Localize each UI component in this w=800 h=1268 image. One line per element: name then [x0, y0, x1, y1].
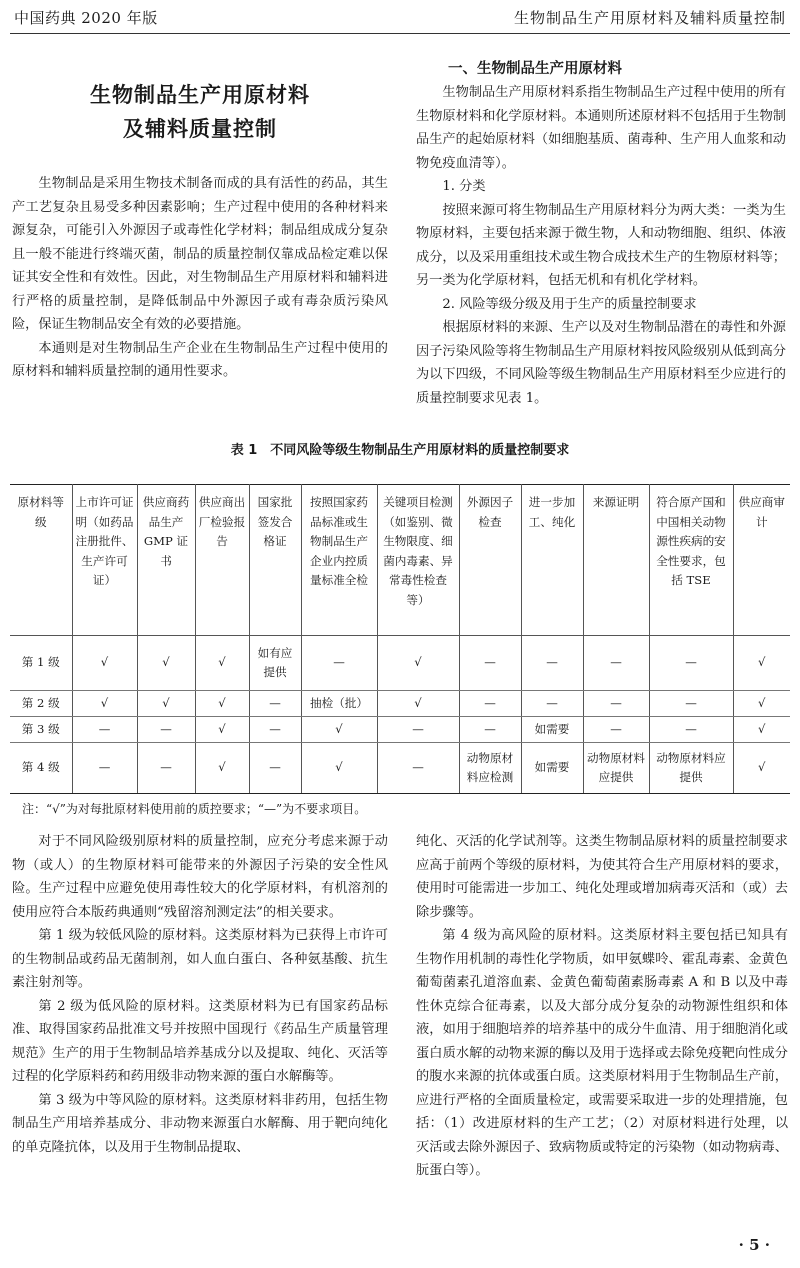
table-row [10, 743, 790, 794]
section-paragraph: 按照来源可将生物制品生产用原材料分为两大类：一类为生物原材料，主要包括来源于微生物，人和动物细胞、组织、体液成分，以及采用重组技术或生物合成技术生产的生物原材料等；另一类为化学原材料，包括无机和有机化学材料。 [416, 202, 786, 288]
body-right-column [416, 830, 788, 1183]
table-cell: 动物原材料应提供 [583, 743, 649, 794]
subsection-heading: 2. 风险等级分级及用于生产的质量控制要求 [442, 296, 697, 312]
table-cell: 第 2 级 [10, 691, 72, 717]
table-caption: 表 1 不同风险等级生物制品生产用原材料的质量控制要求 [230, 443, 570, 458]
table-cell: 动物原材料应检测 [459, 743, 521, 794]
table-cell: — [521, 636, 583, 691]
section-paragraph: 根据原材料的来源、生产以及对生物制品潜在的毒性和外源因子污染风险等将生物制品生产用原材料按风险级别从低到高分为以下四级，不同风险等级生物制品生产用原材料至少应进行的质量控制要求见表 1。 [416, 320, 786, 406]
table-cell: 如需要 [521, 717, 583, 743]
body-left-column [12, 830, 388, 1159]
table-cell: √ [733, 743, 790, 794]
table-cell: — [137, 717, 195, 743]
table-cell: √ [195, 636, 249, 691]
subsection-heading: 1. 分类 [442, 179, 486, 194]
table-cell: √ [377, 636, 459, 691]
table-cell: — [583, 691, 649, 717]
table-header-cell: 供应商药品生产 GMP 证书 [137, 485, 195, 636]
table-header-cell: 关键项目检测（如鉴别、微生物限度、细菌内毒素、异常毒性检查等） [377, 485, 459, 636]
table-row [10, 636, 790, 691]
table-cell: 如有应提供 [249, 636, 301, 691]
table-header-cell: 符合原产国和中国相关动物源性疾病的安全性要求，包括 TSE [649, 485, 733, 636]
table-cell: — [459, 636, 521, 691]
body-paragraph: 第 2 级为低风险的原材料。这类原材料为已有国家药品标准、取得国家药品批准文号并按照中国现行《药品生产质量管理规范》生产的用于生物制品培养基成分以及提取、纯化、灭活等过程的化学原料药和药用级非动物来源的蛋白水解酶等。 [12, 998, 388, 1084]
table-cell: 第 3 级 [10, 717, 72, 743]
table-cell: — [521, 691, 583, 717]
table-cell: — [72, 743, 137, 794]
table-row [10, 691, 790, 717]
table-cell: — [459, 691, 521, 717]
table-header-cell: 原材料等级 [10, 485, 72, 636]
table-header-cell: 外源因子检查 [459, 485, 521, 636]
table-cell: √ [137, 691, 195, 717]
body-paragraph: 纯化、灭活的化学试剂等。这类生物制品原材料的质量控制要求应高于前两个等级的原材料，为使其符合生产用原材料的要求，使用时可能需进一步加工、纯化处理或增加病毒灭活和（或）去除步骤等。 [416, 834, 788, 920]
table-cell: — [649, 636, 733, 691]
header-chapter-title: 生物制品生产用原材料及辅料质量控制 [513, 9, 786, 27]
table-cell: √ [733, 717, 790, 743]
table-cell: 如需要 [521, 743, 583, 794]
table-cell: √ [72, 636, 137, 691]
table-cell: √ [195, 743, 249, 794]
table-cell: — [583, 636, 649, 691]
article-title [0, 78, 400, 146]
body-paragraph: 第 3 级为中等风险的原材料。这类原材料非药用，包括生物制品生产用培养基成分、非动物来源蛋白水解酶、用于靶向纯化的单克隆抗体，以及用于生物制品提取、 [12, 1092, 388, 1155]
intro-column [12, 172, 388, 384]
table-header-row [10, 485, 790, 636]
table-cell: — [137, 743, 195, 794]
table-cell: — [249, 691, 301, 717]
table-header-cell: 上市许可证明（如药品注册批件、生产许可证） [72, 485, 137, 636]
table-cell: √ [301, 743, 377, 794]
table-row [10, 717, 790, 743]
table-cell: √ [195, 691, 249, 717]
section-paragraph: 生物制品生产用原材料系指生物制品生产过程中使用的所有生物原材料和化学原材料。本通则所述原材料不包括用于生物制品生产的起始原材料（如细胞基质、菌毒种、生产用人血浆和动物免疫血清等）。 [416, 85, 786, 171]
page-number: · 5 · [738, 1236, 770, 1254]
table-cell: — [649, 691, 733, 717]
table-header-cell: 供应商审计 [733, 485, 790, 636]
table-header-cell: 国家批签发合格证 [249, 485, 301, 636]
table-cell: — [249, 717, 301, 743]
body-paragraph: 对于不同风险级别原材料的质量控制，应充分考虑来源于动物（或人）的生物原材料可能带来的外源因子污染的安全性风险。生产过程中应避免使用毒性较大的化学原材料，有机溶剂的使用应符合本版药典通则“残留溶剂测定法”的相关要求。 [12, 834, 388, 920]
table-cell: √ [301, 717, 377, 743]
body-paragraph: 第 4 级为高风险的原材料。这类原材料主要包括已知具有生物作用机制的毒性化学物质，如甲氨蝶呤、霍乱毒素、金黄色葡萄菌素孔道溶血素、金黄色葡萄菌素肠毒素 A 和 B 以及中毒性休克综合征毒素，以及大部分成分复杂的动物源性组织和体液，如用于细胞培养的培养基中的成分牛血清、用于细胞消化或蛋白质水解的动物来源的酶以及用于选择或去除免疫靶向性成分的腹水来源的抗体或蛋白质。这类原材料用于生物制品生产前，应进行严格的全面质量检定，或需要采取进一步的处理措施，包括：（1）改进原材料的生产工艺；（2）对原材料进行处理，以灭活或去除外源因子、致病物质或特定的污染物（如动物病毒、朊蛋白等）。 [416, 928, 788, 1178]
table-cell: √ [137, 636, 195, 691]
header-rule [10, 33, 790, 34]
body-paragraph: 第 1 级为较低风险的原材料。这类原材料为已获得上市许可的生物制品或药品无菌制剂，如人血白蛋白、各种氨基酸、抗生素注射剂等。 [12, 928, 388, 990]
table-cell: — [377, 717, 459, 743]
section1-column [416, 58, 786, 410]
table-cell: — [649, 717, 733, 743]
table-cell: — [377, 743, 459, 794]
table-cell: 第 4 级 [10, 743, 72, 794]
table-cell: √ [195, 717, 249, 743]
table-cell: √ [733, 636, 790, 691]
table-header-cell: 按照国家药品标准或生物制品生产企业内控质量标准全检 [301, 485, 377, 636]
table-cell: — [72, 717, 137, 743]
table-cell: √ [72, 691, 137, 717]
table-cell: — [249, 743, 301, 794]
table-cell: √ [733, 691, 790, 717]
table-header-cell: 供应商出厂检验报告 [195, 485, 249, 636]
title-line-1: 生物制品生产用原材料 [90, 83, 310, 107]
title-line-2: 及辅料质量控制 [123, 117, 277, 141]
intro-paragraph: 生物制品是采用生物技术制备而成的具有活性的药品，其生产工艺复杂且易受多种因素影响；生产过程中使用的各种材料来源复杂，可能引入外源因子或毒性化学材料；制品组成成分复杂且一般不能进行终端灭菌，制品的质量控制仅靠成品检定难以保证其安全性和有效性。因此，对生物制品生产用原材料和辅料进行严格的质量控制，是降低制品中外源因子或有毒杂质污染风险，保证生物制品安全有效的必要措施。 [12, 176, 388, 332]
table-cell: — [459, 717, 521, 743]
table-cell: 抽检（批） [301, 691, 377, 717]
table-cell: √ [377, 691, 459, 717]
table-cell: — [301, 636, 377, 691]
table-header-cell: 来源证明 [583, 485, 649, 636]
section-heading: 一、生物制品生产用原材料 [448, 61, 622, 77]
table-note: 注：“√”为对每批原材料使用前的质控要求；“—”为不要求项目。 [22, 802, 367, 816]
table-cell: 动物原材料应提供 [649, 743, 733, 794]
running-header [0, 0, 800, 34]
header-book-title: 中国药典 2020 年版 [14, 9, 158, 27]
table-header-cell: 进一步加工、纯化 [521, 485, 583, 636]
table-cell: 第 1 级 [10, 636, 72, 691]
intro-paragraph: 本通则是对生物制品生产企业在生物制品生产过程中使用的原材料和辅料质量控制的通用性要求。 [12, 340, 388, 379]
table-cell: — [583, 717, 649, 743]
quality-control-table [10, 484, 790, 794]
